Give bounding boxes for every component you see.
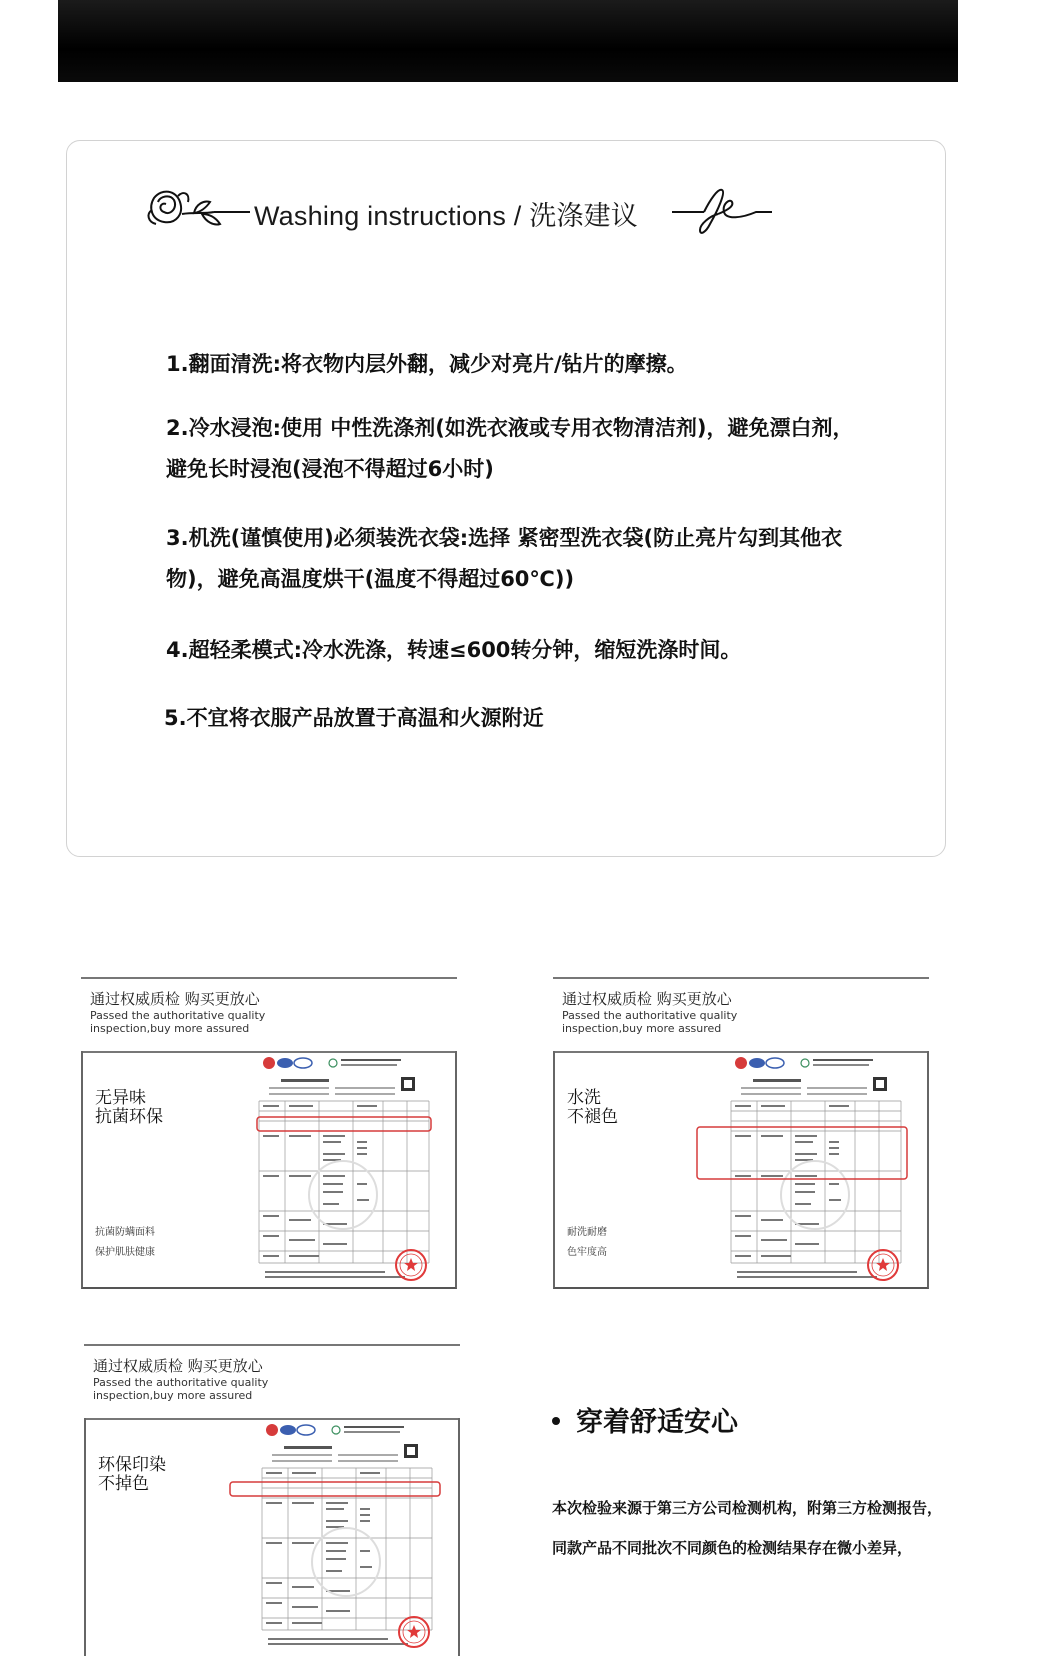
test-report-drawing xyxy=(258,1422,436,1650)
instruction-item-4: 4.超轻柔模式:冷水洗涤，转速≤600转分钟，缩短洗涤时间。 xyxy=(166,638,742,662)
top-black-banner xyxy=(58,0,958,82)
certificate-body xyxy=(84,1418,460,1656)
certificate-feature: 环保印染 不掉色 xyxy=(98,1455,166,1494)
certificate-card-2 xyxy=(553,977,929,1290)
bullet-dot-icon xyxy=(552,1417,560,1425)
certificate-note-1: 抗菌防螨面料 xyxy=(95,1227,155,1238)
comfort-paragraph-line-2: 同款产品不同批次不同颜色的检测结果存在微小差异， xyxy=(552,1539,913,1557)
certificate-note-2: 保护肌肤健康 xyxy=(95,1247,155,1258)
certificate-heading xyxy=(84,1344,460,1420)
certificate-title: 通过权威质检 购买更放心 xyxy=(93,1357,263,1375)
comfort-paragraph-line-1: 本次检验来源于第三方公司检测机构，附第三方检测报告， xyxy=(552,1499,943,1517)
certificate-body xyxy=(81,1051,457,1289)
test-report-image xyxy=(727,1055,905,1283)
instruction-item-2: 2.冷水浸泡:使用 中性洗涤剂(如洗衣液或专用衣物清洁剂)，避免漂白剂，避免长时浸泡(浸泡不得超过6小时) xyxy=(166,416,854,481)
certificate-feature: 水洗 不褪色 xyxy=(567,1088,618,1127)
washing-header xyxy=(144,180,784,240)
certificate-note-2: 色牢度高 xyxy=(567,1247,607,1258)
test-report-image xyxy=(258,1422,436,1650)
certificate-card-3 xyxy=(84,1344,460,1604)
certificate-title: 通过权威质检 购买更放心 xyxy=(562,990,732,1008)
certificate-subtitle: Passed the authoritative quality inspection,buy more assured xyxy=(90,1009,266,1035)
highlight-box xyxy=(257,1117,431,1131)
certificate-body xyxy=(553,1051,929,1289)
certificate-title: 通过权威质检 购买更放心 xyxy=(90,990,260,1008)
instruction-item-3: 3.机洗(谨慎使用)必须装洗衣袋:选择 紧密型洗衣袋(防止亮片勾到其他衣物)，避免高温度烘干(温度不得超过60℃)) xyxy=(166,526,843,591)
certificate-feature: 无异味 抗菌环保 xyxy=(95,1088,163,1127)
instruction-item-5: 5.不宜将衣服产品放置于高温和火源附近 xyxy=(164,706,544,730)
washing-instructions-card xyxy=(66,140,946,857)
certificate-heading xyxy=(81,977,457,1053)
highlight-box xyxy=(230,1482,440,1496)
certificate-heading xyxy=(553,977,929,1053)
test-report-drawing xyxy=(255,1055,433,1283)
certificate-card-1 xyxy=(81,977,457,1290)
comfort-title-text: 穿着舒适安心 xyxy=(576,1407,738,1438)
instruction-item-1: 1.翻面清洗:将衣物内层外翻，减少对亮片/钻片的摩擦。 xyxy=(166,352,688,376)
comfort-section-title xyxy=(552,1400,738,1439)
certificate-note-1: 耐洗耐磨 xyxy=(567,1227,607,1238)
certificate-subtitle: Passed the authoritative quality inspection,buy more assured xyxy=(93,1376,269,1402)
certificate-subtitle: Passed the authoritative quality inspection,buy more assured xyxy=(562,1009,738,1035)
test-report-drawing xyxy=(727,1055,905,1283)
test-report-image xyxy=(255,1055,433,1283)
washing-title: Washing instructions / 洗涤建议 xyxy=(254,201,639,231)
